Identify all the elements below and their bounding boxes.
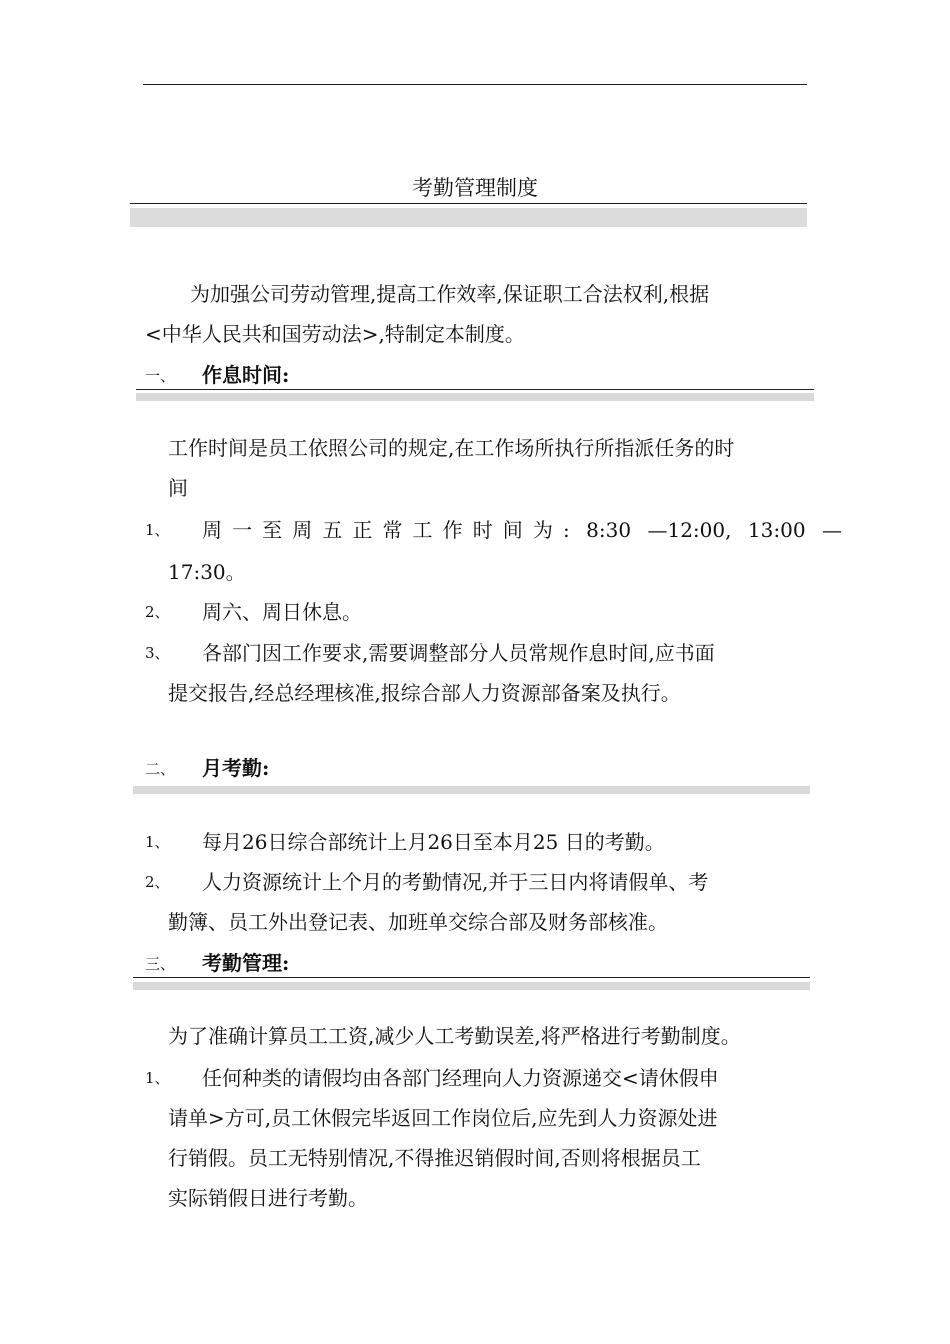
section-lead-line: 工作时间是员工依照公司的规定,在工作场所执行所指派任务的时 [168,436,735,460]
list-marker: 1、 [145,1069,170,1087]
list-item-line: 请单>方可,员工休假完毕返回工作岗位后,应先到人力资源处进 [168,1106,718,1130]
header-rule [143,84,807,85]
title-rule [130,203,807,204]
section-band [136,393,814,401]
section-lead-line: 为了准确计算员工工资,减少人工考勤误差,将严格进行考勤制度。 [168,1024,741,1048]
document-title: 考勤管理制度 [412,176,538,200]
section-heading: 考勤管理: [202,951,290,975]
section-band [133,982,810,990]
section-heading: 作息时间: [202,363,290,387]
list-item-line: 提交报告,经总经理核准,报综合部人力资源部备案及执行。 [168,681,681,705]
section-rule [136,389,814,390]
title-band [130,208,807,227]
list-item-line: 勤簿、员工外出登记表、加班单交综合部及财务部核准。 [168,910,668,934]
section-lead-line: 间 [168,476,188,500]
list-marker: 3、 [145,644,170,662]
list-item-line: 实际销假日进行考勤。 [168,1186,368,1210]
list-item-line: 人力资源统计上个月的考勤情况,并于三日内将请假单、考 [202,870,709,894]
list-marker: 2、 [145,603,170,621]
intro-line-2: <中华人民共和国劳动法>,特制定本制度。 [145,322,525,346]
list-item-line: 任何种类的请假均由各部门经理向人力资源递交<请休假申 [202,1066,719,1090]
list-marker: 1、 [145,833,170,851]
list-item-line: 周六、周日休息。 [202,600,362,624]
section-number: 二、 [145,760,176,778]
list-marker: 1、 [145,521,170,539]
section-rule [133,977,810,978]
section-number: 三、 [145,955,176,973]
list-item-line: 每月26日综合部统计上月26日至本月25 日的考勤。 [202,830,665,854]
section-band [133,786,810,794]
list-item-line: 各部门因工作要求,需要调整部分人员常规作息时间,应书面 [202,641,715,665]
list-item-line: 17:30。 [168,560,246,584]
list-marker: 2、 [145,873,170,891]
section-heading: 月考勤: [202,756,270,780]
list-item-line: 周一至周五正常工作时间为: 8:30 —12:00, 13:00 — [202,518,842,542]
list-item-line: 行销假。员工无特别情况,不得推迟销假时间,否则将根据员工 [168,1146,701,1170]
section-number: 一、 [145,367,176,385]
intro-line-1: 为加强公司劳动管理,提高工作效率,保证职工合法权利,根据 [190,282,710,306]
